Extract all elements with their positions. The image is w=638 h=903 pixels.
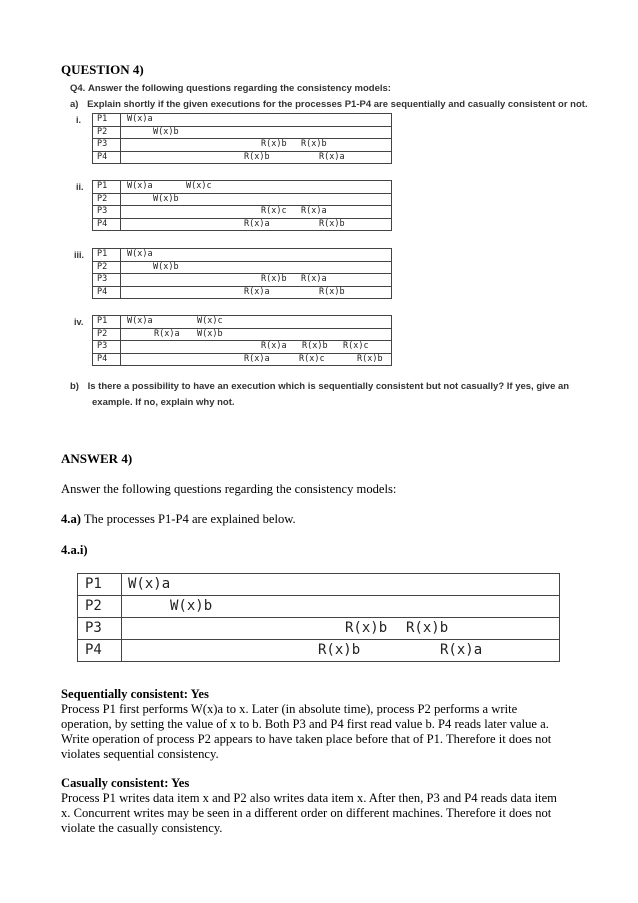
part-a-line	[70, 99, 588, 110]
proc-label: P2	[93, 126, 121, 139]
table-row	[93, 181, 392, 194]
proc-label: P3	[93, 341, 121, 354]
event: R(x)b	[261, 274, 287, 284]
answer-a-line	[61, 512, 571, 527]
table-row	[93, 274, 392, 287]
event: R(x)b	[319, 218, 345, 229]
event: W(x)c	[186, 181, 212, 191]
event: R(x)a	[244, 286, 270, 297]
event: W(x)a	[128, 576, 171, 592]
proc-label: P1	[93, 249, 121, 262]
proc-label: P3	[93, 206, 121, 219]
seq-line: operation, by setting the value of x to b. Both P3 and P4 first read value b. P4 reads later value a.	[61, 717, 549, 731]
proc-label: P3	[93, 274, 121, 287]
event: R(x)a	[244, 353, 270, 364]
table-row	[93, 114, 392, 127]
proc-label: P4	[93, 286, 121, 299]
answer-heading: ANSWER 4)	[61, 451, 133, 466]
event: R(x)a	[440, 642, 483, 658]
proc-label: P1	[93, 181, 121, 194]
table-row	[78, 596, 560, 618]
table-row	[93, 249, 392, 262]
event: W(x)a	[127, 249, 153, 259]
case-i-table	[92, 113, 392, 164]
answer-a-text: The processes P1-P4 are explained below.	[80, 512, 296, 526]
table-row	[78, 574, 560, 596]
case-i-label: i.	[76, 115, 82, 125]
seq-line: Process P1 first performs W(x)a to x. Later (in absolute time), process P2 performs a write	[61, 702, 518, 716]
q4-label: Q4.	[70, 83, 86, 94]
answer-table	[77, 573, 560, 662]
event: R(x)b	[357, 353, 383, 364]
event: R(x)b	[302, 341, 328, 351]
event: R(x)c	[299, 353, 325, 364]
seq-body	[61, 702, 571, 762]
event: R(x)a	[301, 206, 327, 216]
case-iv-table	[92, 315, 392, 366]
table-row	[93, 341, 392, 354]
proc-label: P1	[93, 114, 121, 127]
event: R(x)b	[319, 286, 345, 297]
table-row	[93, 328, 392, 341]
event: R(x)b	[318, 642, 361, 658]
proc-label: P3	[78, 618, 122, 640]
cas-heading: Casually consistent: Yes	[61, 776, 190, 790]
proc-label: P4	[93, 151, 121, 164]
table-row	[78, 618, 560, 640]
event: R(x)a	[154, 328, 180, 339]
table-row	[93, 286, 392, 299]
proc-label: P3	[93, 139, 121, 152]
event: R(x)c	[343, 341, 369, 351]
question-heading: QUESTION 4)	[61, 62, 144, 77]
table-row	[93, 353, 392, 366]
seq-line: Write operation of process P2 appears to have taken place before that of P1. Therefore it does not	[61, 732, 552, 746]
case-iii-table	[92, 248, 392, 299]
event: R(x)b	[406, 620, 449, 636]
proc-label: P2	[93, 193, 121, 206]
part-a-text: Explain shortly if the given executions for the processes P1-P4 are sequentially and casually consistent or not.	[87, 99, 588, 110]
table-row	[93, 261, 392, 274]
event: W(x)b	[153, 126, 179, 137]
event: R(x)b	[345, 620, 388, 636]
event: W(x)b	[153, 261, 179, 272]
part-b-line2: example. If no, explain why not.	[92, 397, 235, 408]
event: W(x)b	[153, 193, 179, 204]
q4-line	[70, 83, 391, 94]
event: R(x)b	[244, 151, 270, 162]
q4-text: Answer the following questions regarding the consistency models:	[87, 83, 391, 94]
table-row	[93, 139, 392, 152]
table-row	[93, 151, 392, 164]
answer-intro: Answer the following questions regarding the consistency models:	[61, 482, 397, 496]
event: W(x)b	[170, 598, 213, 614]
cas-line: x. Concurrent writes may be seen in a different order on different machines. Therefore it does not	[61, 806, 552, 820]
event: W(x)a	[127, 114, 153, 124]
event: R(x)a	[244, 218, 270, 229]
table-row	[93, 206, 392, 219]
table-row	[93, 193, 392, 206]
proc-label: P1	[78, 574, 122, 596]
cas-line: violate the casually consistency.	[61, 821, 223, 835]
event: R(x)c	[261, 206, 287, 216]
answer-ai-label: 4.a.i)	[61, 543, 88, 557]
case-iii-label: iii.	[74, 250, 85, 260]
proc-label: P2	[78, 596, 122, 618]
event: W(x)c	[197, 316, 223, 326]
proc-label: P2	[93, 261, 121, 274]
table-row	[93, 316, 392, 329]
part-b-text: Is there a possibility to have an execution which is sequentially consistent but not casually? If yes, give an	[87, 381, 570, 392]
case-iv-label: iv.	[74, 317, 84, 327]
event: R(x)b	[261, 139, 287, 149]
proc-label: P4	[93, 353, 121, 366]
proc-label: P4	[78, 640, 122, 662]
table-row	[93, 218, 392, 231]
part-b-label: b)	[70, 381, 79, 392]
proc-label: P1	[93, 316, 121, 329]
event: W(x)a	[127, 181, 153, 191]
event: R(x)a	[261, 341, 287, 351]
case-ii-table	[92, 180, 392, 231]
part-b-line1	[70, 381, 569, 392]
event: R(x)a	[319, 151, 345, 162]
answer-a-label: 4.a)	[61, 512, 81, 526]
proc-label: P2	[93, 328, 121, 341]
seq-line: violates sequential consistency.	[61, 747, 219, 761]
event: W(x)b	[197, 328, 223, 339]
part-a-label: a)	[70, 99, 79, 110]
event: R(x)a	[301, 274, 327, 284]
table-row	[78, 640, 560, 662]
event: R(x)b	[301, 139, 327, 149]
case-ii-label: ii.	[76, 182, 84, 192]
cas-body	[61, 791, 571, 836]
event: W(x)a	[127, 316, 153, 326]
cas-line: Process P1 writes data item x and P2 also writes data item x. After then, P3 and P4 reads data item	[61, 791, 557, 805]
proc-label: P4	[93, 218, 121, 231]
seq-heading: Sequentially consistent: Yes	[61, 687, 209, 701]
table-row	[93, 126, 392, 139]
